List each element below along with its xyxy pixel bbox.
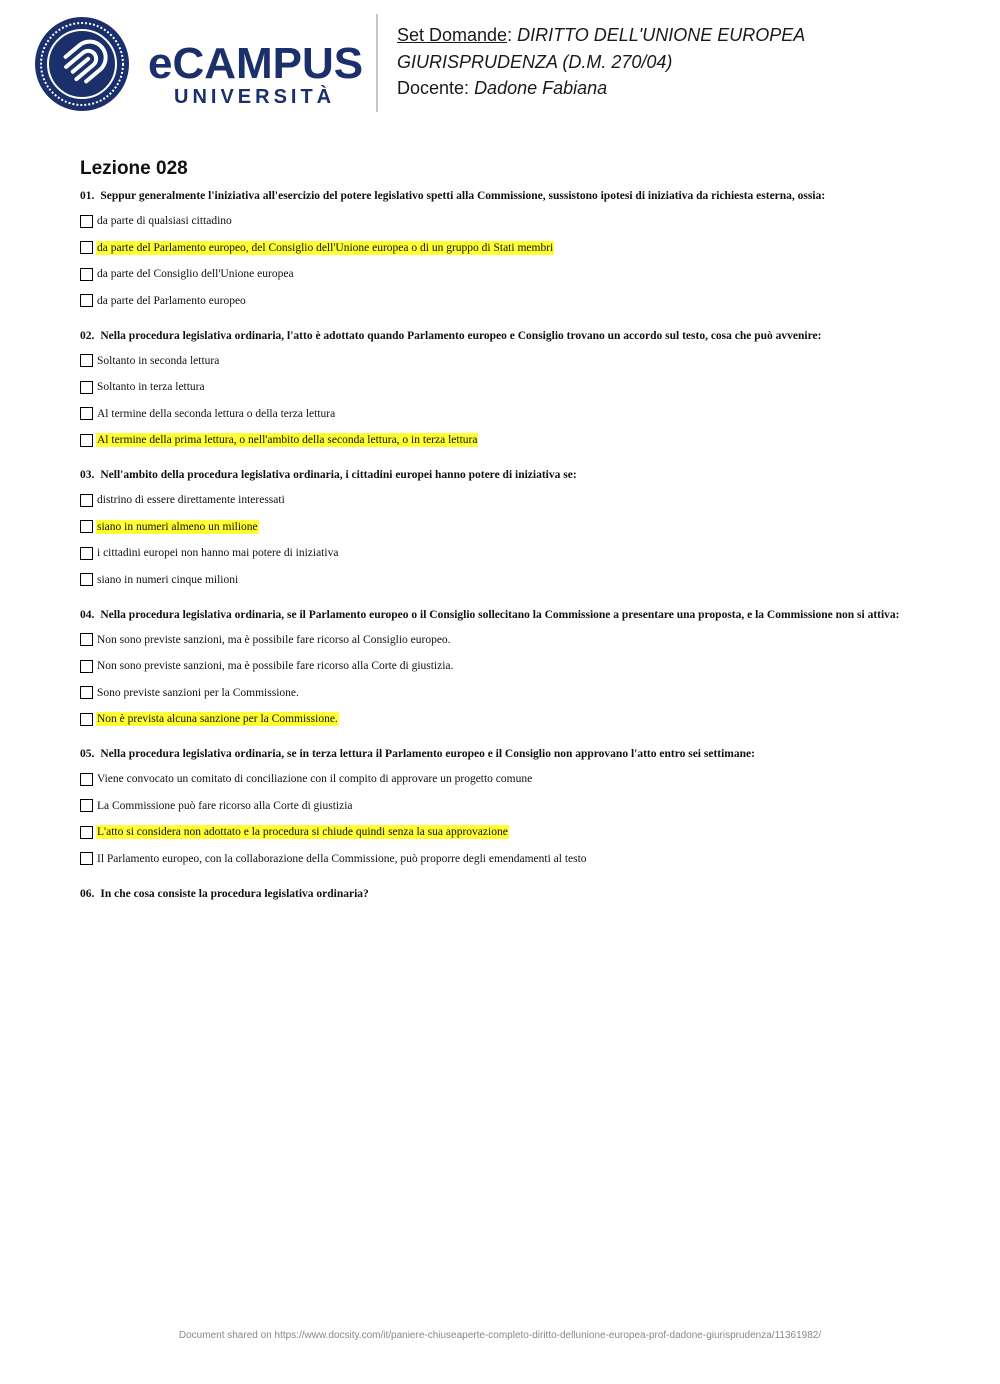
answer-option[interactable] — [80, 851, 920, 867]
answer-option[interactable] — [80, 379, 920, 395]
answer-text: La Commissione può fare ricorso alla Corte di giustizia — [97, 799, 353, 812]
question-block — [80, 469, 920, 588]
question-text — [80, 888, 920, 901]
answer-option[interactable] — [80, 432, 920, 448]
answer-text-highlighted: Non è prevista alcuna sanzione per la Commissione. — [97, 713, 338, 725]
answer-text: Al termine della seconda lettura o della terza lettura — [97, 407, 336, 420]
question-block — [80, 190, 920, 309]
answer-checkbox[interactable] — [80, 660, 93, 673]
logo-ecampus-text: eCAMPUS — [148, 39, 364, 88]
question-text — [80, 609, 920, 622]
answer-checkbox[interactable] — [80, 826, 93, 839]
question-text — [80, 469, 920, 482]
document-footer: Document shared on https://www.docsity.com/it/paniere-chiuseaperte-completo-diritto-dellunione-europea-prof-dadone-giurisprudenza/11361982/ — [178, 1330, 822, 1341]
answer-checkbox[interactable] — [80, 573, 93, 586]
logo-universita-text: UNIVERSITÀ — [174, 86, 336, 108]
answer-text-highlighted: siano in numeri almeno un milione — [97, 520, 258, 533]
question-number: 05. — [80, 748, 95, 760]
answer-option[interactable] — [80, 492, 920, 508]
answer-checkbox[interactable] — [80, 241, 93, 254]
answer-checkbox[interactable] — [80, 494, 93, 507]
answer-option[interactable] — [80, 658, 920, 674]
question-text — [80, 190, 920, 203]
answer-text: Non sono previste sanzioni, ma è possibile fare ricorso alla Corte di giustizia. — [97, 660, 454, 672]
page-header — [0, 0, 1000, 120]
answer-checkbox[interactable] — [80, 407, 93, 420]
answer-checkbox[interactable] — [80, 852, 93, 865]
header-divider — [376, 14, 378, 112]
question-text — [80, 330, 920, 343]
question-list — [80, 190, 920, 922]
answer-text: Il Parlamento europeo, con la collaborazione della Commissione, può proporre degli emendamenti al testo — [97, 852, 587, 865]
answer-option[interactable] — [80, 266, 920, 282]
answer-option[interactable] — [80, 240, 920, 256]
answer-checkbox[interactable] — [80, 773, 93, 786]
answer-text: Non sono previste sanzioni, ma è possibile fare ricorso al Consiglio europeo. — [97, 633, 451, 646]
course-line-2: GIURISPRUDENZA (D.M. 270/04) — [397, 51, 673, 72]
answer-checkbox[interactable] — [80, 434, 93, 447]
answer-option[interactable] — [80, 798, 920, 814]
answer-text: da parte del Consiglio dell'Unione europea — [97, 268, 294, 280]
answer-checkbox[interactable] — [80, 686, 93, 699]
question-block — [80, 609, 920, 728]
answer-text: siano in numeri cinque milioni — [97, 573, 239, 586]
answer-text: da parte del Parlamento europeo — [97, 294, 246, 307]
answer-option[interactable] — [80, 353, 920, 369]
answer-checkbox[interactable] — [80, 354, 93, 367]
answer-text: Viene convocato un comitato di conciliazione con il compito di approvare un progetto comune — [97, 773, 533, 785]
answer-checkbox[interactable] — [80, 547, 93, 560]
answer-checkbox[interactable] — [80, 520, 93, 533]
question-statement: Nella procedura legislativa ordinaria, se il Parlamento europeo o il Consiglio sollecitano la Commissione a presentare una proposta, e la Commissione non si attiva: — [100, 608, 900, 621]
answer-text: distrino di essere direttamente interessati — [97, 494, 285, 506]
question-number: 02. — [80, 329, 95, 342]
answer-text-highlighted: Al termine della prima lettura, o nell'ambito della seconda lettura, o in terza lettura — [97, 434, 478, 446]
docente-name: Dadone Fabiana — [474, 78, 608, 98]
answer-text: Sono previste sanzioni per la Commissione. — [97, 686, 299, 699]
answer-checkbox[interactable] — [80, 713, 93, 726]
answer-option[interactable] — [80, 632, 920, 648]
answer-checkbox[interactable] — [80, 381, 93, 394]
question-statement: Nell'ambito della procedura legislativa ordinaria, i cittadini europei hanno potere di iniziativa se: — [100, 469, 577, 481]
answer-option[interactable] — [80, 824, 920, 840]
docente-label: Docente: — [397, 78, 470, 98]
answer-text: Soltanto in terza lettura — [97, 381, 205, 393]
answer-checkbox[interactable] — [80, 294, 93, 307]
question-block — [80, 330, 920, 449]
question-statement: In che cosa consiste la procedura legislativa ordinaria? — [100, 887, 369, 900]
answer-option[interactable] — [80, 711, 920, 727]
answer-option[interactable] — [80, 519, 920, 535]
answer-text-highlighted: L'atto si considera non adottato e la procedura si chiude quindi senza la sua approvazione — [97, 826, 508, 838]
course-info — [397, 22, 805, 102]
question-number: 06. — [80, 887, 95, 900]
ecampus-seal-logo-icon — [34, 16, 130, 112]
answer-option[interactable] — [80, 771, 920, 787]
answer-text: i cittadini europei non hanno mai potere di iniziativa — [97, 547, 339, 559]
course-line-1 — [397, 22, 805, 49]
answer-option[interactable] — [80, 213, 920, 229]
question-statement: Seppur generalmente l'iniziativa all'esercizio del potere legislativo spetti alla Commissione, sussistono ipotesi di iniziativa da richiesta esterna, ossia: — [100, 190, 826, 202]
answer-text-highlighted: da parte del Parlamento europeo, del Consiglio dell'Unione europea o di un gruppo di Stati membri — [97, 241, 554, 254]
question-number: 03. — [80, 469, 95, 481]
lesson-title: Lezione 028 — [80, 158, 188, 179]
question-number: 01. — [80, 190, 95, 202]
question-number: 04. — [80, 608, 95, 621]
set-domande-sep: : — [507, 25, 513, 45]
answer-option[interactable] — [80, 406, 920, 422]
course-title: DIRITTO DELL'UNIONE EUROPEA — [517, 25, 806, 45]
question-statement: Nella procedura legislativa ordinaria, l'atto è adottato quando Parlamento europeo e Consiglio trovano un accordo sul testo, cosa che può avvenire: — [100, 329, 822, 342]
question-text — [80, 748, 920, 761]
answer-checkbox[interactable] — [80, 799, 93, 812]
answer-option[interactable] — [80, 572, 920, 588]
question-statement: Nella procedura legislativa ordinaria, se in terza lettura il Parlamento europeo e il Consiglio non approvano l'atto entro sei settimane: — [100, 748, 755, 760]
question-block — [80, 888, 920, 901]
answer-checkbox[interactable] — [80, 268, 93, 281]
answer-option[interactable] — [80, 293, 920, 309]
answer-option[interactable] — [80, 685, 920, 701]
answer-text: da parte di qualsiasi cittadino — [97, 215, 232, 227]
question-block — [80, 748, 920, 867]
answer-checkbox[interactable] — [80, 633, 93, 646]
answer-text: Soltanto in seconda lettura — [97, 354, 220, 367]
answer-option[interactable] — [80, 545, 920, 561]
answer-checkbox[interactable] — [80, 215, 93, 228]
docente-line — [397, 75, 805, 102]
set-domande-label: Set Domande — [397, 25, 508, 45]
